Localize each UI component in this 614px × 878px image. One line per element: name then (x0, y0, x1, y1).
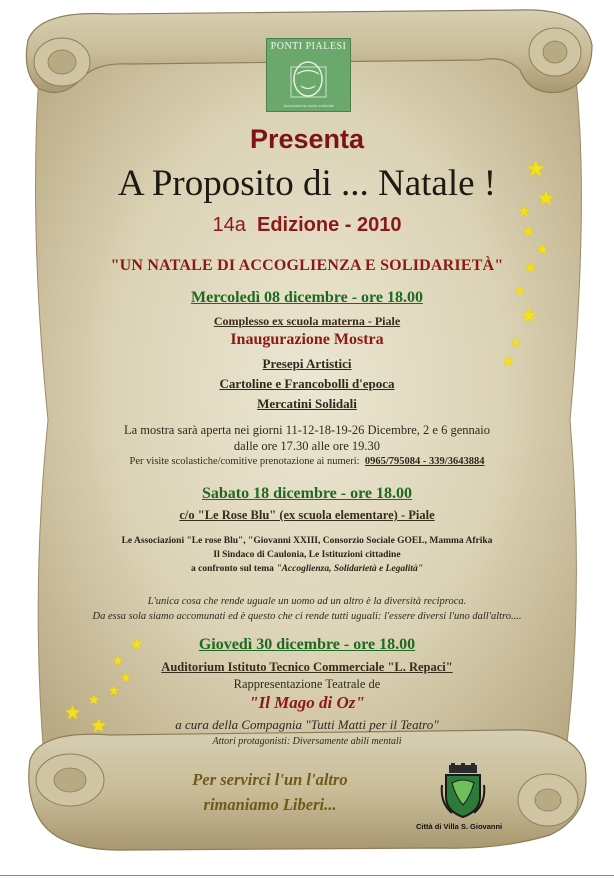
slogan: "UN NATALE DI ACCOGLIENZA E SOLIDARIETÀ" (110, 257, 504, 274)
visite-text: Per visite scolastiche/comitive prenotazione ai numeri: (129, 456, 360, 467)
event1-visite (0, 456, 614, 467)
motto-line2: rimaniamo Liberi... (203, 795, 337, 814)
city-label: Città di Villa S. Giovanni (416, 822, 503, 831)
event2-date: Sabato 18 dicembre - ore 18.00 (201, 485, 413, 502)
star-icon: ★ (537, 188, 555, 210)
event3-venue: Auditorium Istituto Tecnico Commerciale "L. Repaci" (161, 660, 453, 674)
event1-venue: Complesso ex scuola materna - Piale (213, 314, 401, 328)
star-icon: ★ (64, 703, 82, 724)
star-icon: ★ (130, 637, 144, 653)
tema-title: "Accoglienza, Solidarietà e Legalità" (276, 564, 424, 574)
star-icon: ★ (522, 225, 535, 240)
star-icon: ★ (510, 335, 522, 350)
star-icon: ★ (536, 243, 549, 258)
event2-venue: c/o "Le Rose Blu" (ex scuola elementare) - Piale (179, 508, 435, 522)
edition-number: 14a (212, 214, 246, 236)
star-icon: ★ (88, 692, 100, 707)
association-logo (266, 38, 351, 112)
tema-prefix: a confronto sul tema (190, 564, 274, 574)
logo-name: PONTI PIALESI (270, 41, 347, 52)
star-icon: ★ (526, 156, 546, 181)
event3-compagnia: a cura della Compagnia "Tutti Matti per il Teatro" (175, 717, 439, 732)
logo-subtitle: Associazione socio-culturale (283, 103, 334, 108)
star-icon: ★ (520, 305, 538, 327)
star-icon: ★ (108, 683, 120, 698)
page-title: A Proposito di ... Natale ! (117, 163, 497, 204)
event3-play-title: "Il Mago di Oz" (249, 693, 365, 712)
star-icon: ★ (514, 283, 526, 298)
star-icon: ★ (112, 653, 124, 668)
event1-item: Mercatini Solidali (257, 396, 357, 411)
event2-quote-line2: Da essa sola siamo accomunati ed è questo che ci rende tutti uguali: l'essere diversi l'uno dall'altro.... (92, 611, 522, 622)
event1-open-line1: La mostra sarà aperta nei giorni 11-12-18-19-26 Dicembre, 2 e 6 gennaio (123, 423, 491, 437)
star-icon: ★ (90, 716, 108, 737)
event2-tema (0, 564, 614, 574)
star-icon: ★ (502, 355, 515, 370)
event1-date: Mercoledì 08 dicembre - ore 18.00 (191, 289, 423, 306)
event3-date: Giovedì 30 dicembre - ore 18.00 (198, 636, 416, 653)
star-icon: ★ (524, 261, 537, 276)
crest-icon (440, 763, 486, 819)
star-icon: ★ (518, 205, 531, 220)
event2-assoc-line1: Le Associazioni "Le rose Blu", "Giovanni XXIII, Consorzio Sociale GOEL, Mamma Afrika (121, 536, 493, 546)
event2-assoc-line2: Il Sindaco di Caulonia, Le Istituzioni cittadine (213, 550, 401, 560)
edition-text: Edizione - 2010 (257, 214, 402, 236)
event1-inaugurazione: Inaugurazione Mostra (230, 331, 384, 348)
presenta-heading: Presenta (249, 124, 365, 154)
event3-rappresentazione: Rappresentazione Teatrale de (233, 677, 381, 691)
event2-quote-line1: L'unica cosa che rende uguale un uomo ad un altro è la diversità reciproca. (147, 596, 467, 607)
event3-attori: Attori protagonisti: Diversamente abili mentali (212, 736, 402, 747)
logo-mask-icon (267, 39, 350, 111)
event1-item: Presepi Artistici (262, 356, 352, 371)
event1-open-line2: dalle ore 17.30 alle ore 19.30 (233, 439, 381, 453)
bottom-divider (0, 875, 614, 876)
event1-item: Cartoline e Francobolli d'epoca (219, 376, 395, 391)
visite-numbers: 0965/795084 - 339/3643884 (364, 456, 485, 467)
motto-line1: Per servirci l'un l'altro (192, 770, 348, 789)
star-icon: ★ (120, 670, 132, 685)
